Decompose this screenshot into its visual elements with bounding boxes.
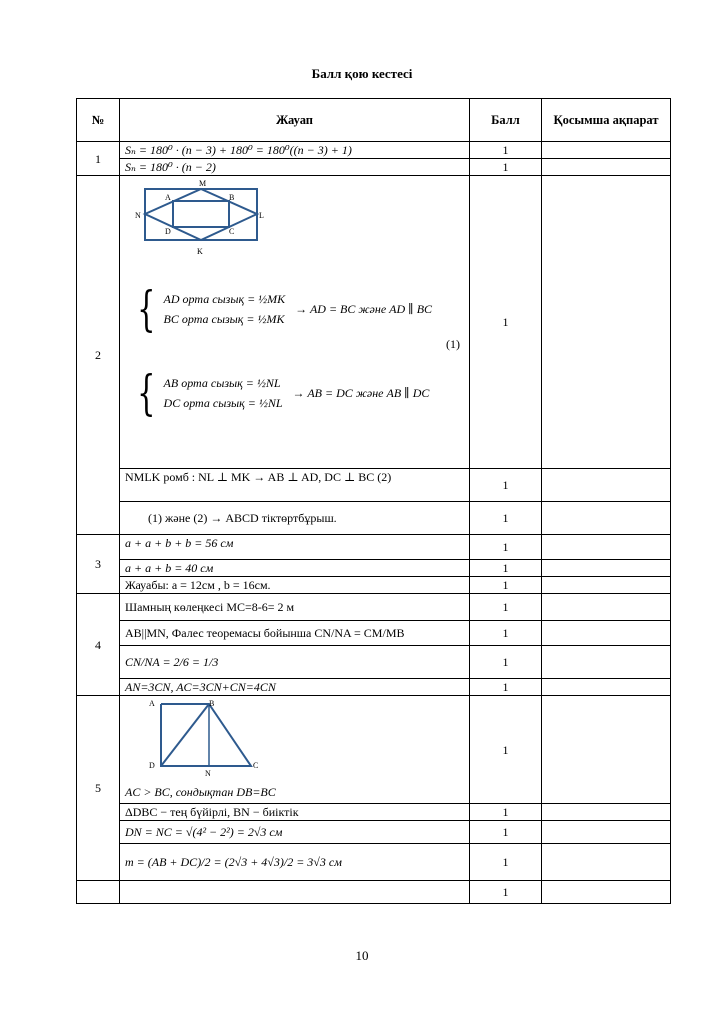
- label-m: M: [199, 180, 207, 188]
- answer-cell: [120, 176, 470, 469]
- extra-cell: [542, 560, 671, 577]
- table-row: [77, 594, 671, 621]
- task-number: 1: [77, 142, 120, 176]
- extra-cell: [542, 594, 671, 621]
- label-a: A: [165, 193, 171, 202]
- table-row: [77, 142, 671, 159]
- table-row: [77, 881, 671, 904]
- table-row: [77, 679, 671, 696]
- header-extra: Қосымша ақпарат: [542, 99, 671, 142]
- label-b: B: [229, 193, 235, 202]
- scoring-table: [76, 98, 671, 904]
- score-cell: 1: [470, 646, 542, 679]
- score-cell: 1: [470, 469, 542, 502]
- score-cell: 1: [470, 577, 542, 594]
- answer-cell: ΔDBC − тең бүйірлі, BN − биіктік: [120, 804, 470, 821]
- system-line: BC орта сызық = ½MK: [163, 312, 285, 326]
- extra-cell: [542, 844, 671, 881]
- task-number: 3: [77, 535, 120, 594]
- answer-cell: Sₙ = 180⁰ · (n − 2): [120, 159, 470, 176]
- answer-cell: AB||MN, Фалес теоремасы бойынша CN/NA = CM/MB: [120, 621, 470, 646]
- task-number: 4: [77, 594, 120, 696]
- answer-cell: AN=3CN, AC=3CN+CN=4CN: [120, 679, 470, 696]
- score-cell: 1: [470, 560, 542, 577]
- system-result: → AD = BC және AD ∥ BC: [295, 302, 433, 316]
- label-l: L: [259, 211, 264, 220]
- answer-cell: a + a + b = 40 см: [120, 560, 470, 577]
- rhombus-rectangle-figure: [125, 180, 265, 260]
- table-row: [77, 646, 671, 679]
- answer-cell: Sₙ = 180⁰ · (n − 3) + 180⁰ = 180⁰((n − 3) + 1): [120, 142, 470, 159]
- extra-cell: [542, 621, 671, 646]
- extra-cell: [542, 821, 671, 844]
- extra-cell: [542, 577, 671, 594]
- extra-cell: [542, 502, 671, 535]
- table-row: [77, 159, 671, 176]
- score-cell: 1: [470, 679, 542, 696]
- table-row: [77, 804, 671, 821]
- score-cell: 1: [470, 621, 542, 646]
- score-cell: 1: [470, 159, 542, 176]
- table-row: [77, 502, 671, 535]
- score-cell: 1: [470, 881, 542, 904]
- system-line: AD орта сызық = ½MK: [163, 292, 286, 306]
- table-row: [77, 176, 671, 469]
- table-row: [77, 560, 671, 577]
- table-row: [77, 696, 671, 804]
- table-row: [77, 621, 671, 646]
- header-num: №: [77, 99, 120, 142]
- score-cell: 1: [470, 696, 542, 804]
- score-cell: 1: [470, 821, 542, 844]
- score-cell: 1: [470, 176, 542, 469]
- system-line: DC орта сызық = ½NL: [163, 396, 283, 410]
- answer-cell: CN/NA = 2/6 = 1/3: [120, 646, 470, 679]
- extra-cell: [542, 679, 671, 696]
- trapezoid-figure: [125, 698, 265, 778]
- extra-cell: [542, 646, 671, 679]
- answer-cell: (1) және (2) → ABCD тіктөртбұрыш.: [120, 502, 470, 535]
- system-result: → AB = DC және AB ∥ DC: [292, 386, 430, 400]
- score-cell: 1: [470, 502, 542, 535]
- table-row: [77, 469, 671, 502]
- label-c: C: [253, 761, 259, 770]
- score-cell: 1: [470, 142, 542, 159]
- table-row: [77, 844, 671, 881]
- answer-cell: [120, 881, 470, 904]
- extra-cell: [542, 804, 671, 821]
- extra-cell: [542, 176, 671, 469]
- equation-system-2: { AB орта сызық = ½NL DC орта сызық = ½NL → AB = DC және AB ∥ DC: [137, 365, 430, 421]
- task-number: 5: [77, 696, 120, 881]
- extra-cell: [542, 159, 671, 176]
- score-cell: 1: [470, 535, 542, 560]
- task-number: [77, 881, 120, 904]
- score-cell: 1: [470, 594, 542, 621]
- answer-cell: NMLK ромб : NL ⊥ MK → AB ⊥ AD, DC ⊥ BC (2): [120, 469, 470, 502]
- extra-cell: [542, 142, 671, 159]
- header-row: [77, 99, 671, 142]
- answer-cell: a + a + b + b = 56 см: [120, 535, 470, 560]
- page-title: Балл қою кестесі: [311, 66, 413, 81]
- score-cell: 1: [470, 804, 542, 821]
- equation-number: (1): [446, 337, 460, 351]
- label-k: K: [197, 247, 203, 256]
- answer-cell: DN = NC = √(4² − 2²) = 2√3 см: [120, 821, 470, 844]
- table-row: [77, 577, 671, 594]
- answer-cell: Жауабы: a = 12см , b = 16см.: [120, 577, 470, 594]
- label-c: C: [229, 227, 235, 236]
- answer-text: AC > BC, сондықтан DB=BC: [125, 785, 276, 799]
- extra-cell: [542, 881, 671, 904]
- label-n: N: [205, 769, 211, 778]
- score-cell: 1: [470, 844, 542, 881]
- answer-cell: Шамның көлеңкесі MC=8-6= 2 м: [120, 594, 470, 621]
- table-row: [77, 821, 671, 844]
- header-answer: Жауап: [120, 99, 470, 142]
- task-number: 2: [77, 176, 120, 535]
- extra-cell: [542, 696, 671, 804]
- header-score: Балл: [470, 99, 542, 142]
- answer-cell: [120, 696, 470, 804]
- label-d: D: [165, 227, 171, 236]
- extra-cell: [542, 535, 671, 560]
- system-line: AB орта сызық = ½NL: [163, 376, 281, 390]
- label-a: A: [149, 699, 155, 708]
- table-row: [77, 535, 671, 560]
- answer-cell: m = (AB + DC)/2 = (2√3 + 4√3)/2 = 3√3 см: [120, 844, 470, 881]
- extra-cell: [542, 469, 671, 502]
- label-b: B: [209, 699, 215, 708]
- label-n: N: [135, 211, 141, 220]
- page-number: 10: [355, 948, 369, 963]
- equation-system-1: { AD орта сызық = ½MK BC орта сызық = ½MK → AD = BC және AD ∥ BC: [137, 281, 433, 337]
- label-d: D: [149, 761, 155, 770]
